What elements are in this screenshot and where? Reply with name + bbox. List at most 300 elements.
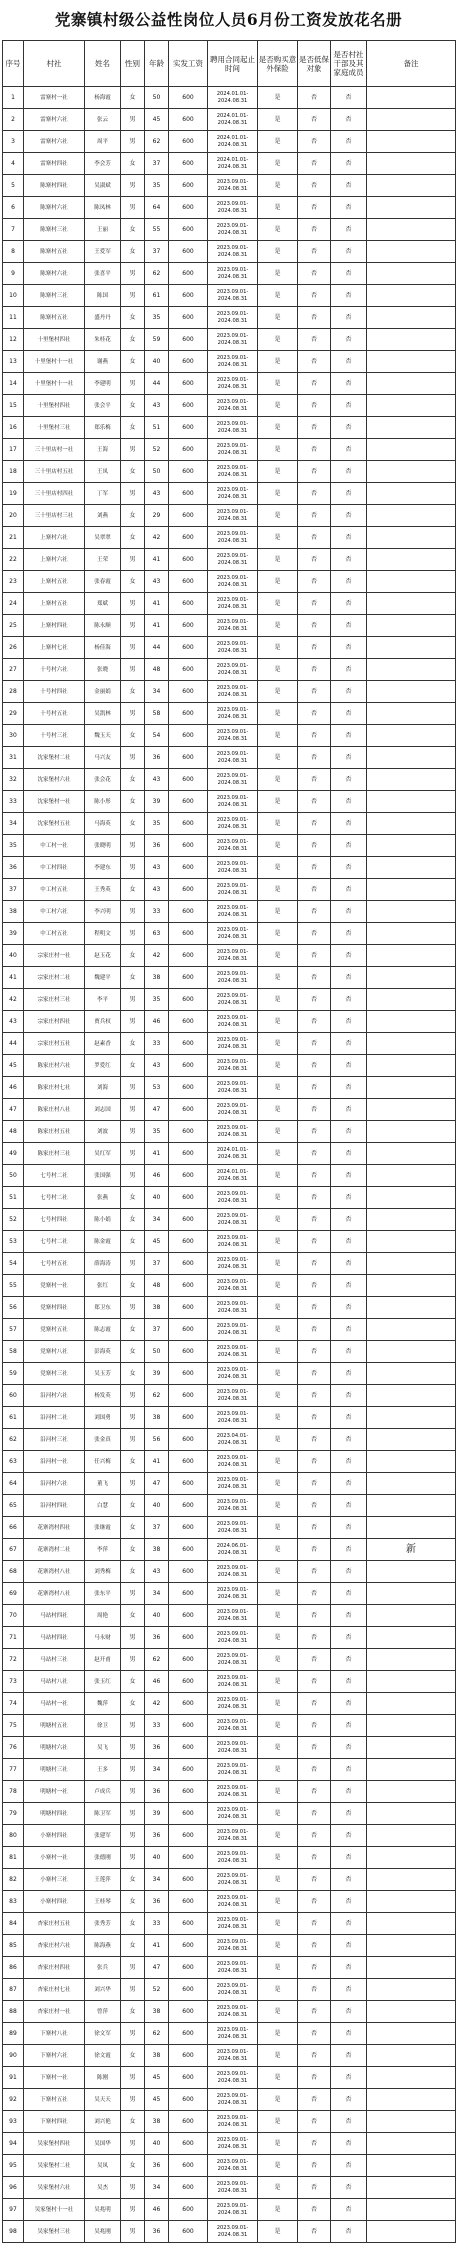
cell-wage: 600 [169,1891,208,1913]
cell-gender: 女 [121,417,145,439]
table-row [3,923,456,945]
cell-name: 吴淑斌 [85,175,121,197]
cell-village: 党寨村四社 [24,1297,85,1319]
cell-seq: 19 [3,483,24,505]
cell-wage: 600 [169,1319,208,1341]
cell-village: 十里堡村十一社 [24,351,85,373]
cell-contract-period: 2023.09.01-2024.08.31 [208,395,258,417]
cell-insurance: 是 [258,1913,298,1935]
cell-village: 三十里店村五社 [24,461,85,483]
cell-insurance: 是 [258,1121,298,1143]
cell-name: 刘兴华 [85,1979,121,2001]
cell-seq: 80 [3,1825,24,1847]
cell-seq: 14 [3,373,24,395]
cell-cadre-family: 否 [331,549,367,571]
cell-name: 张东平 [85,1583,121,1605]
cell-age: 53 [145,1077,169,1099]
cell-contract-period: 2023.09.01-2024.08.31 [208,879,258,901]
cell-village: 党寨村五社 [24,1319,85,1341]
cell-wage: 600 [169,1671,208,1693]
cell-low-income: 否 [298,1825,331,1847]
cell-village: 七号村五社 [24,1253,85,1275]
cell-wage: 600 [169,725,208,747]
table-row [3,989,456,1011]
cell-gender: 女 [121,791,145,813]
table-row [3,901,456,923]
cell-wage: 600 [169,1495,208,1517]
cell-age: 62 [145,1385,169,1407]
cell-contract-period: 2023.09.01-2024.08.31 [208,1561,258,1583]
cell-contract-period: 2023.09.01-2024.08.31 [208,901,258,923]
cell-wage: 600 [169,175,208,197]
cell-seq: 83 [3,1891,24,1913]
cell-gender: 女 [121,461,145,483]
cell-gender: 男 [121,197,145,219]
cell-gender: 男 [121,1077,145,1099]
cell-village: 下寨村四社 [24,2111,85,2133]
cell-cadre-family: 否 [331,2177,367,2199]
cell-wage: 600 [169,2001,208,2023]
cell-low-income: 否 [298,219,331,241]
cell-wage: 600 [169,2089,208,2111]
document-title: 党寨镇村级公益性岗位人员6月份工资发放花名册 [54,10,403,29]
cell-note [367,263,456,285]
cell-note [367,1649,456,1671]
table-row [3,87,456,109]
cell-age: 35 [145,1121,169,1143]
cell-low-income: 否 [298,285,331,307]
cell-wage: 600 [169,1033,208,1055]
table-row [3,1121,456,1143]
cell-contract-period: 2023.09.01-2024.08.31 [208,219,258,241]
cell-seq: 69 [3,1583,24,1605]
cell-wage: 600 [169,1781,208,1803]
cell-cadre-family: 否 [331,1693,367,1715]
cell-seq: 29 [3,703,24,725]
cell-seq: 24 [3,593,24,615]
cell-contract-period: 2023.09.01-2024.08.31 [208,2023,258,2045]
cell-insurance: 是 [258,681,298,703]
cell-cadre-family: 否 [331,1165,367,1187]
cell-cadre-family: 否 [331,1605,367,1627]
cell-village: 陈家庄村三社 [24,1143,85,1165]
cell-village: 小寨村四社 [24,1891,85,1913]
cell-cadre-family: 否 [331,483,367,505]
cell-name: 吴国华 [85,2133,121,2155]
cell-wage: 600 [169,1099,208,1121]
cell-gender: 女 [121,505,145,527]
cell-name: 王海 [85,439,121,461]
cell-cadre-family: 否 [331,989,367,1011]
cell-contract-period: 2023.09.01-2024.08.31 [208,2155,258,2177]
cell-age: 48 [145,659,169,681]
table-row [3,1957,456,1979]
cell-contract-period: 2023.09.01-2024.08.31 [208,1385,258,1407]
table-row [3,1539,456,1561]
cell-cadre-family: 否 [331,505,367,527]
cell-note [367,1275,456,1297]
cell-village: 吴家堡村六社 [24,2177,85,2199]
cell-insurance: 是 [258,1077,298,1099]
table-row [3,1715,456,1737]
cell-low-income: 否 [298,483,331,505]
cell-name: 陈卫军 [85,1803,121,1825]
cell-cadre-family: 否 [331,637,367,659]
cell-low-income: 否 [298,1363,331,1385]
cell-cadre-family: 否 [331,395,367,417]
cell-village: 马站村三社 [24,1649,85,1671]
cell-cadre-family: 否 [331,725,367,747]
cell-gender: 男 [121,857,145,879]
cell-village: 中工村四社 [24,857,85,879]
cell-cadre-family: 否 [331,1583,367,1605]
cell-gender: 男 [121,1121,145,1143]
cell-age: 39 [145,791,169,813]
cell-wage: 600 [169,1825,208,1847]
cell-contract-period: 2023.09.01-2024.08.31 [208,527,258,549]
cell-note [367,439,456,461]
cell-insurance: 是 [258,835,298,857]
cell-contract-period: 2023.09.01-2024.08.31 [208,1671,258,1693]
cell-gender: 女 [121,1341,145,1363]
cell-insurance: 是 [258,2221,298,2243]
cell-age: 61 [145,285,169,307]
cell-name: 赵开甫 [85,1649,121,1671]
cell-seq: 98 [3,2221,24,2243]
cell-insurance: 是 [258,1033,298,1055]
cell-village: 杏家庄村一社 [24,2001,85,2023]
cell-seq: 67 [3,1539,24,1561]
cell-cadre-family: 否 [331,2023,367,2045]
cell-age: 37 [145,1517,169,1539]
cell-seq: 74 [3,1693,24,1715]
cell-contract-period: 2023.09.01-2024.08.31 [208,703,258,725]
cell-name: 吴凤 [85,2155,121,2177]
cell-insurance: 是 [258,1693,298,1715]
cell-low-income: 否 [298,109,331,131]
cell-wage: 600 [169,923,208,945]
cell-note [367,2155,456,2177]
cell-insurance: 是 [258,1231,298,1253]
cell-wage: 600 [169,329,208,351]
cell-insurance: 是 [258,2199,298,2221]
cell-low-income: 否 [298,1759,331,1781]
cell-gender: 男 [121,1407,145,1429]
table-row [3,1517,456,1539]
cell-cadre-family: 否 [331,1077,367,1099]
table-row [3,153,456,175]
cell-cadre-family: 否 [331,417,367,439]
cell-gender: 女 [121,1187,145,1209]
cell-name: 朱桂花 [85,329,121,351]
cell-wage: 600 [169,1429,208,1451]
cell-seq: 44 [3,1033,24,1055]
cell-contract-period: 2023.09.01-2024.08.31 [208,2221,258,2243]
cell-gender: 男 [121,1957,145,1979]
table-row [3,1671,456,1693]
table-row [3,1561,456,1583]
cell-village: 雷寨村六社 [24,109,85,131]
table-row [3,1077,456,1099]
cell-seq: 32 [3,769,24,791]
cell-insurance: 是 [258,109,298,131]
cell-gender: 男 [121,2067,145,2089]
cell-village: 小寨村三社 [24,1869,85,1891]
cell-name: 盛丹丹 [85,307,121,329]
cell-gender: 男 [121,1803,145,1825]
cell-cadre-family: 否 [331,1297,367,1319]
cell-wage: 600 [169,593,208,615]
cell-wage: 600 [169,2045,208,2067]
cell-seq: 63 [3,1451,24,1473]
table-row [3,1451,456,1473]
cell-insurance: 是 [258,1055,298,1077]
cell-contract-period: 2023.09.01-2024.08.31 [208,2111,258,2133]
cell-insurance: 是 [258,1979,298,2001]
cell-name: 陈永顺 [85,615,121,637]
table-row [3,1165,456,1187]
cell-cadre-family: 否 [331,197,367,219]
cell-gender: 女 [121,219,145,241]
cell-village: 陈家庄村八社 [24,1099,85,1121]
table-row [3,1099,456,1121]
cell-contract-period: 2024.01.01-2024.08.31 [208,1143,258,1165]
cell-age: 42 [145,945,169,967]
cell-seq: 46 [3,1077,24,1099]
cell-low-income: 否 [298,835,331,857]
cell-age: 54 [145,725,169,747]
cell-low-income: 否 [298,1935,331,1957]
cell-contract-period: 2023.09.01-2024.08.31 [208,989,258,1011]
cell-cadre-family: 否 [331,1539,367,1561]
cell-name: 周艳 [85,1605,121,1627]
cell-village: 下寨村六社 [24,2045,85,2067]
cell-cadre-family: 否 [331,1517,367,1539]
cell-insurance: 是 [258,2133,298,2155]
cell-village: 下寨村八社 [24,2023,85,2045]
cell-insurance: 是 [258,615,298,637]
cell-seq: 58 [3,1341,24,1363]
cell-wage: 600 [169,813,208,835]
cell-contract-period: 2023.09.01-2024.08.31 [208,1231,258,1253]
cell-note [367,1033,456,1055]
cell-village: 上寨村六社 [24,549,85,571]
cell-contract-period: 2023.09.01-2024.08.31 [208,1473,258,1495]
cell-cadre-family: 否 [331,747,367,769]
cell-name: 刘燕 [85,505,121,527]
cell-low-income: 否 [298,1649,331,1671]
cell-age: 62 [145,263,169,285]
cell-wage: 600 [169,703,208,725]
cell-seq: 48 [3,1121,24,1143]
cell-cadre-family: 否 [331,285,367,307]
cell-seq: 35 [3,835,24,857]
cell-cadre-family: 否 [331,1759,367,1781]
cell-note [367,1121,456,1143]
table-row [3,417,456,439]
cell-low-income: 否 [298,1187,331,1209]
cell-gender: 男 [121,747,145,769]
table-row [3,1429,456,1451]
cell-gender: 女 [121,395,145,417]
cell-contract-period: 2024.06.01-2024.08.31 [208,1539,258,1561]
cell-cadre-family: 否 [331,527,367,549]
cell-seq: 11 [3,307,24,329]
cell-cadre-family: 否 [331,1649,367,1671]
cell-age: 42 [145,527,169,549]
cell-insurance: 是 [258,1869,298,1891]
cell-insurance: 是 [258,153,298,175]
cell-insurance: 是 [258,1759,298,1781]
cell-cadre-family: 否 [331,1209,367,1231]
cell-low-income: 否 [298,659,331,681]
cell-seq: 60 [3,1385,24,1407]
cell-note [367,2221,456,2243]
cell-gender: 女 [121,1935,145,1957]
cell-insurance: 是 [258,1825,298,1847]
cell-insurance: 是 [258,1385,298,1407]
cell-low-income: 否 [298,703,331,725]
cell-seq: 33 [3,791,24,813]
cell-note [367,1737,456,1759]
cell-low-income: 否 [298,461,331,483]
cell-village: 沈家堡村一社 [24,791,85,813]
cell-low-income: 否 [298,175,331,197]
cell-contract-period: 2023.09.01-2024.08.31 [208,747,258,769]
cell-low-income: 否 [298,2177,331,2199]
table-row [3,1627,456,1649]
cell-gender: 男 [121,1297,145,1319]
cell-insurance: 是 [258,1451,298,1473]
cell-note [367,2177,456,2199]
cell-name: 白慧 [85,1495,121,1517]
cell-age: 38 [145,1297,169,1319]
cell-gender: 女 [121,1275,145,1297]
cell-gender: 女 [121,681,145,703]
cell-wage: 600 [169,263,208,285]
cell-insurance: 是 [258,813,298,835]
table-row [3,395,456,417]
cell-cadre-family: 否 [331,1935,367,1957]
table-row [3,1055,456,1077]
cell-note [367,1517,456,1539]
cell-wage: 600 [169,1011,208,1033]
cell-name: 张兵 [85,1957,121,1979]
cell-insurance: 是 [258,1517,298,1539]
cell-cadre-family: 否 [331,1429,367,1451]
cell-insurance: 是 [258,1957,298,1979]
cell-cadre-family: 否 [331,1473,367,1495]
cell-insurance: 是 [258,1649,298,1671]
cell-name: 陈海燕 [85,1935,121,1957]
cell-name: 李会芳 [85,153,121,175]
cell-cadre-family: 否 [331,373,367,395]
cell-contract-period: 2023.09.01-2024.08.31 [208,1077,258,1099]
cell-name: 李建东 [85,857,121,879]
cell-village: 中工村五社 [24,923,85,945]
cell-village: 杏家庄村七社 [24,1979,85,2001]
cell-insurance: 是 [258,1539,298,1561]
table-row [3,2111,456,2133]
cell-insurance: 是 [258,439,298,461]
cell-name: 王多 [85,1759,121,1781]
cell-wage: 600 [169,1297,208,1319]
table-row [3,1385,456,1407]
cell-name: 周平 [85,131,121,153]
cell-seq: 17 [3,439,24,461]
cell-age: 36 [145,1737,169,1759]
cell-village: 花寨湾村四社 [24,1517,85,1539]
cell-cadre-family: 否 [331,329,367,351]
cell-gender: 女 [121,945,145,967]
table-row [3,1693,456,1715]
cell-wage: 600 [169,1517,208,1539]
cell-name: 王莲萍 [85,1869,121,1891]
cell-note [367,901,456,923]
cell-gender: 男 [121,483,145,505]
cell-age: 43 [145,1561,169,1583]
cell-contract-period: 2023.09.01-2024.08.31 [208,1583,258,1605]
cell-cadre-family: 否 [331,1627,367,1649]
cell-cadre-family: 否 [331,1253,367,1275]
cell-village: 三十里店村四社 [24,483,85,505]
table-row [3,483,456,505]
table-row [3,373,456,395]
cell-contract-period: 2023.09.01-2024.08.31 [208,307,258,329]
cell-contract-period: 2023.09.01-2024.08.31 [208,1869,258,1891]
cell-gender: 女 [121,813,145,835]
cell-seq: 97 [3,2199,24,2221]
cell-seq: 96 [3,2177,24,2199]
cell-insurance: 是 [258,967,298,989]
cell-gender: 女 [121,307,145,329]
cell-seq: 28 [3,681,24,703]
cell-seq: 42 [3,989,24,1011]
cell-contract-period: 2023.09.01-2024.08.31 [208,967,258,989]
cell-insurance: 是 [258,1891,298,1913]
table-row [3,1473,456,1495]
cell-name: 张玉红 [85,1671,121,1693]
cell-age: 36 [145,1891,169,1913]
cell-contract-period: 2023.09.01-2024.08.31 [208,1363,258,1385]
cell-age: 43 [145,483,169,505]
cell-contract-period: 2023.09.01-2024.08.31 [208,1979,258,2001]
cell-village: 沈家堡村五社 [24,813,85,835]
cell-seq: 89 [3,2023,24,2045]
table-row [3,175,456,197]
cell-low-income: 否 [298,1561,331,1583]
cell-seq: 86 [3,1957,24,1979]
cell-contract-period: 2023.09.01-2024.08.31 [208,1781,258,1803]
cell-village: 陈寨村六社 [24,197,85,219]
cell-insurance: 是 [258,2089,298,2111]
cell-age: 40 [145,1605,169,1627]
cell-name: 刘秀梅 [85,1561,121,1583]
cell-name: 张晓明 [85,835,121,857]
cell-name: 张金真 [85,1429,121,1451]
cell-age: 50 [145,87,169,109]
cell-cadre-family: 否 [331,1495,367,1517]
table-row [3,1803,456,1825]
cell-cadre-family: 否 [331,461,367,483]
cell-age: 36 [145,2221,169,2243]
cell-contract-period: 2024.01.01-2024.08.31 [208,131,258,153]
cell-wage: 600 [169,1363,208,1385]
cell-contract-period: 2023.09.01-2024.08.31 [208,1407,258,1429]
cell-name: 杨发英 [85,1385,121,1407]
cell-insurance: 是 [258,1737,298,1759]
table-row [3,1759,456,1781]
